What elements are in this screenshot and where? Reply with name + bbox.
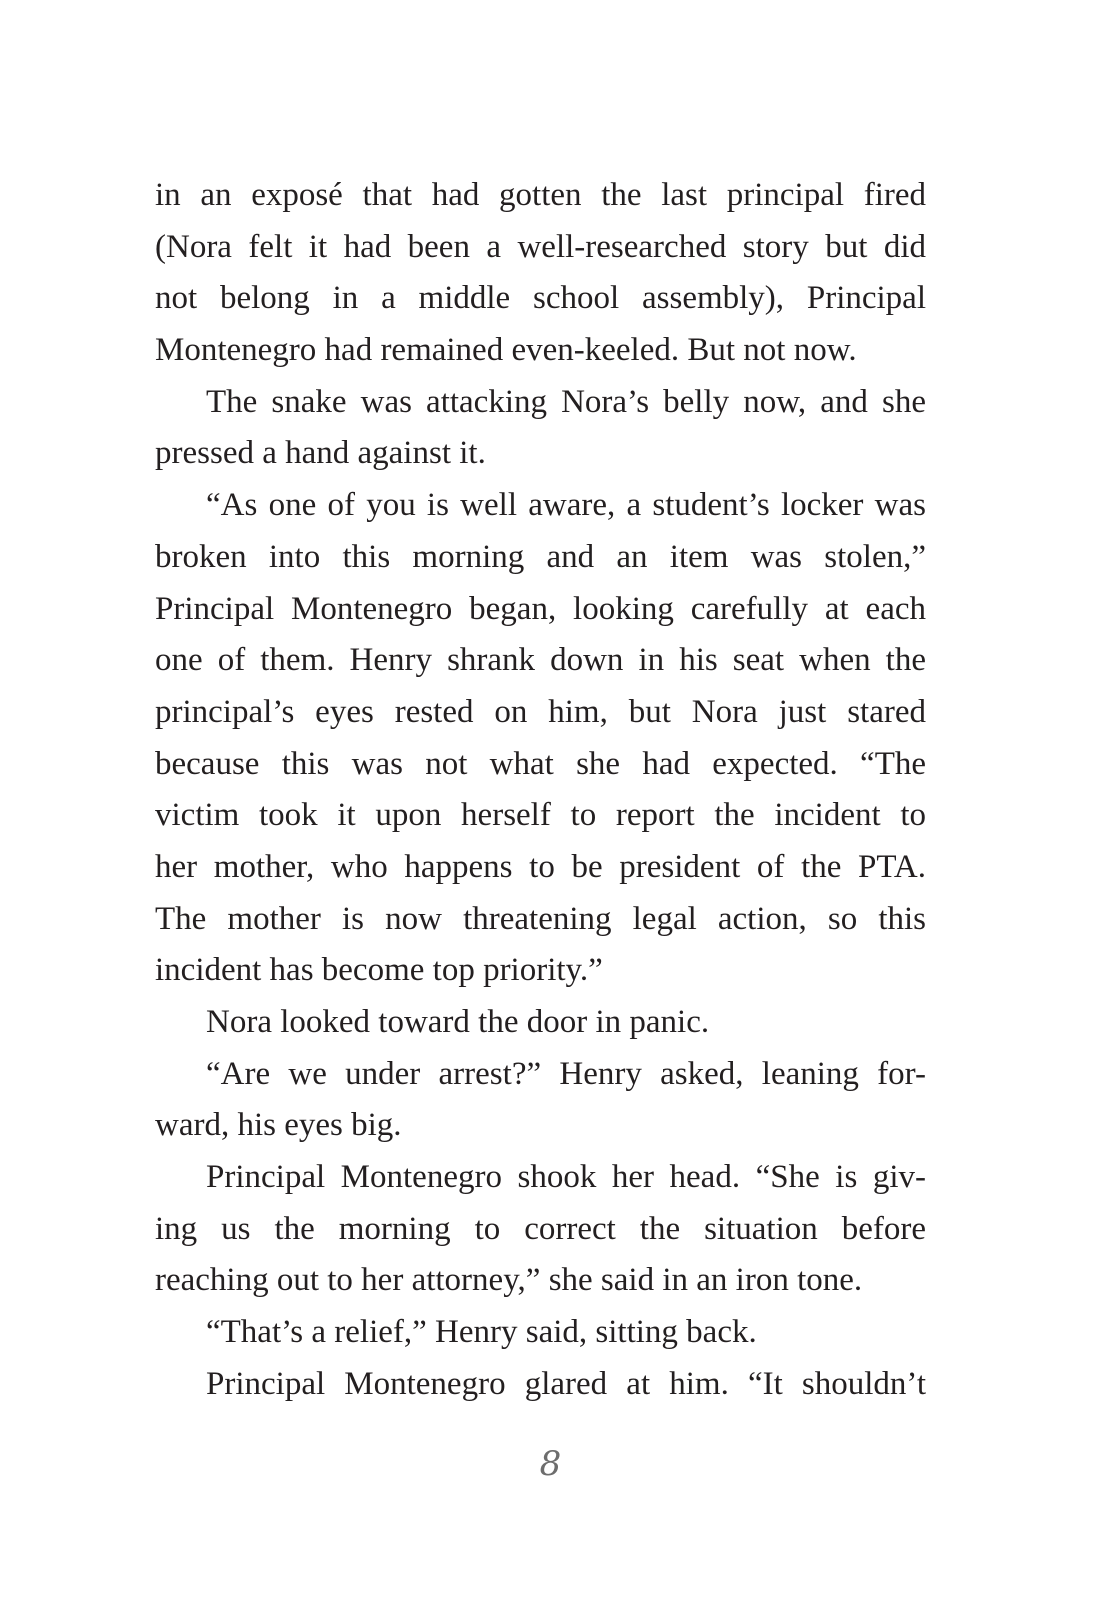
text-line: one of them. Henry shrank down in his seat when the [155, 642, 926, 679]
text-line: ward, his eyes big. [155, 1107, 402, 1144]
text-line: Nora looked toward the door in panic. [206, 1004, 710, 1040]
body-text [155, 170, 926, 1411]
text-line: incident has become top priority.” [155, 952, 603, 989]
page-number: 8 [539, 1444, 562, 1484]
text-line: not belong in a middle school assembly), Principal [155, 280, 926, 317]
text-line: Principal Montenegro shook her head. “She is giv- [206, 1159, 926, 1196]
text-line: in an exposé that had gotten the last principal fired [155, 177, 926, 213]
text-line: Principal Montenegro began, looking carefully at each [155, 590, 926, 627]
text-line: Principal Montenegro glared at him. “It shouldn’t [206, 1365, 926, 1402]
text-line: principal’s eyes rested on him, but Nora just stared [155, 693, 926, 730]
text-line: ing us the morning to correct the situation before [155, 1210, 926, 1247]
text-line: “That’s a relief,” Henry said, sitting back. [206, 1314, 757, 1351]
text-line: “Are we under arrest?” Henry asked, leaning for- [206, 1055, 926, 1092]
text-line: broken into this morning and an item was stolen,” [155, 538, 926, 575]
text-line: her mother, who happens to be president of the PTA. [155, 848, 926, 885]
text-line: (Nora felt it had been a well-researched story but did [155, 228, 926, 265]
text-line: Montenegro had remained even-keeled. But not now. [155, 332, 857, 369]
text-line: victim took it upon herself to report the incident to [155, 797, 926, 834]
text-line: because this was not what she had expected. “The [155, 745, 926, 782]
text-line: “As one of you is well aware, a student’s locker was [206, 487, 926, 524]
text-line: The mother is now threatening legal action, so this [155, 900, 926, 937]
text-line: The snake was attacking Nora’s belly now, and she [206, 383, 926, 420]
text-line: reaching out to her attorney,” she said in an iron tone. [155, 1262, 863, 1299]
text-line: pressed a hand against it. [155, 435, 486, 472]
